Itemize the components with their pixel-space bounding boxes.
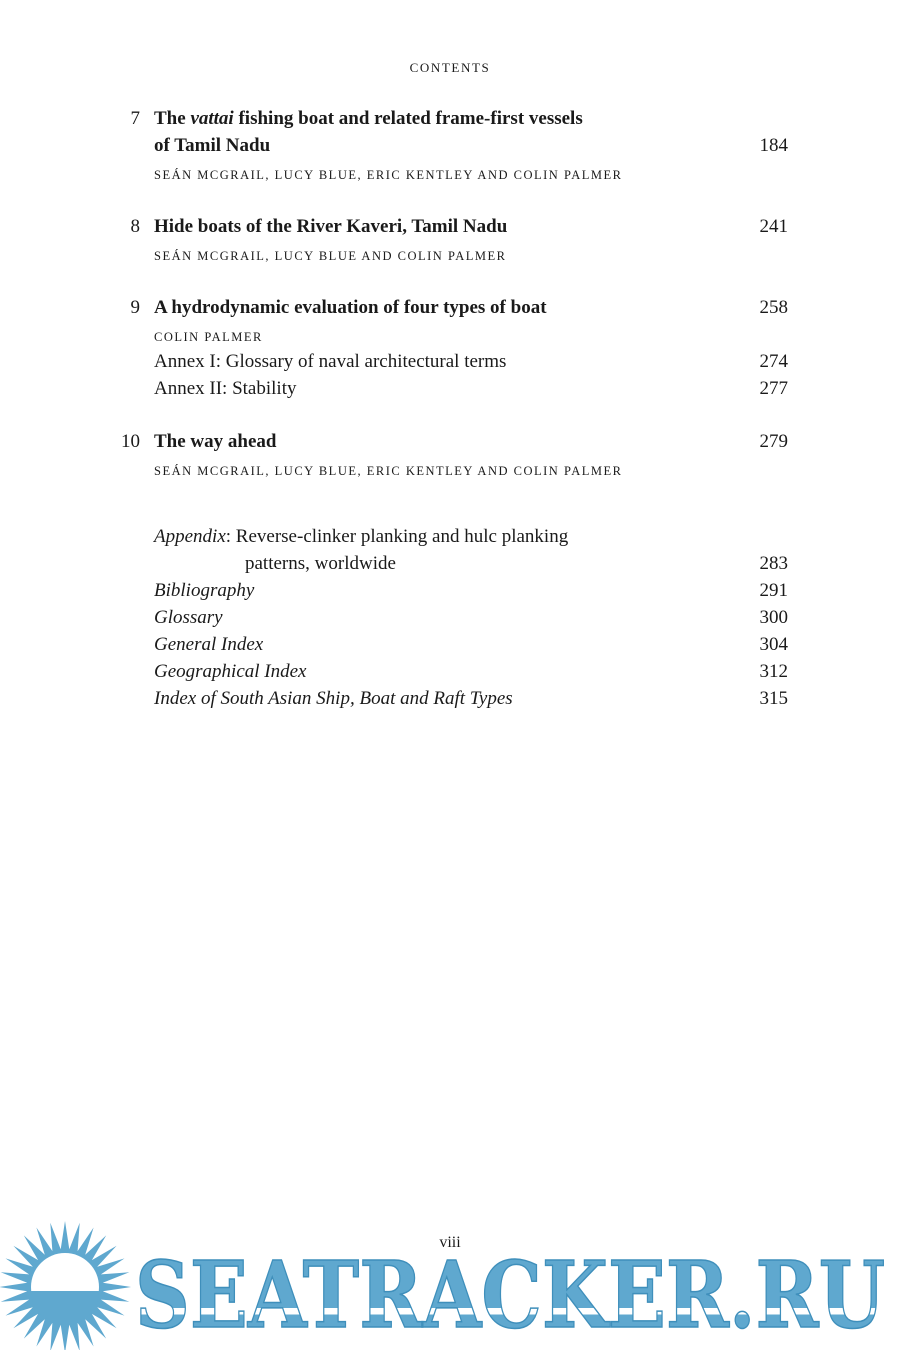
page-number: 241 (759, 216, 788, 237)
appendix-title-line2: patterns, worldwide (245, 553, 396, 574)
page-folio: viii (439, 1234, 461, 1251)
appendix-title: Appendix: Reverse-clinker planking and hulc planking (154, 526, 569, 547)
back-matter-title: Glossary (154, 607, 223, 628)
chapter-title-line2: of Tamil Nadu (154, 135, 271, 156)
page-number: 258 (759, 297, 788, 318)
annex-title: Annex II: Stability (154, 378, 297, 399)
page-number: 184 (759, 135, 788, 156)
chapter-authors: SEÁN MCGRAIL, LUCY BLUE, ERIC KENTLEY AND COLIN PALMER (154, 464, 623, 478)
chapter-authors: SEÁN MCGRAIL, LUCY BLUE, ERIC KENTLEY AND COLIN PALMER (154, 168, 623, 182)
watermark-text: SEATRACKER.RU (135, 1241, 885, 1349)
page-number: 304 (759, 634, 788, 655)
back-matter-title: General Index (154, 634, 264, 655)
chapter-number: 9 (130, 297, 140, 318)
back-matter-title: Geographical Index (154, 661, 307, 682)
running-head: CONTENTS (409, 60, 491, 75)
chapter-title: The way ahead (154, 431, 277, 452)
page-number: 291 (759, 580, 788, 601)
page-number: 315 (759, 688, 788, 709)
chapter-number: 10 (121, 431, 140, 452)
chapter-number: 7 (130, 108, 140, 129)
chapter-authors: SEÁN MCGRAIL, LUCY BLUE AND COLIN PALMER (154, 249, 507, 263)
page-number: 312 (759, 661, 788, 682)
back-matter-title: Bibliography (154, 580, 255, 601)
chapter-title: A hydrodynamic evaluation of four types of boat (154, 297, 547, 318)
chapter-title: The vattai fishing boat and related frame-first vessels (154, 108, 583, 129)
page-number: 274 (759, 351, 788, 372)
annex-title: Annex I: Glossary of naval architectural terms (154, 351, 507, 372)
page-number: 300 (759, 607, 788, 628)
chapter-authors: COLIN PALMER (154, 330, 263, 344)
chapter-title: Hide boats of the River Kaveri, Tamil Nadu (154, 216, 508, 237)
page-number: 283 (759, 553, 788, 574)
back-matter-title: Index of South Asian Ship, Boat and Raft Types (154, 688, 513, 709)
page-number: 277 (759, 378, 788, 399)
chapter-number: 8 (130, 216, 140, 237)
page-number: 279 (759, 431, 788, 452)
